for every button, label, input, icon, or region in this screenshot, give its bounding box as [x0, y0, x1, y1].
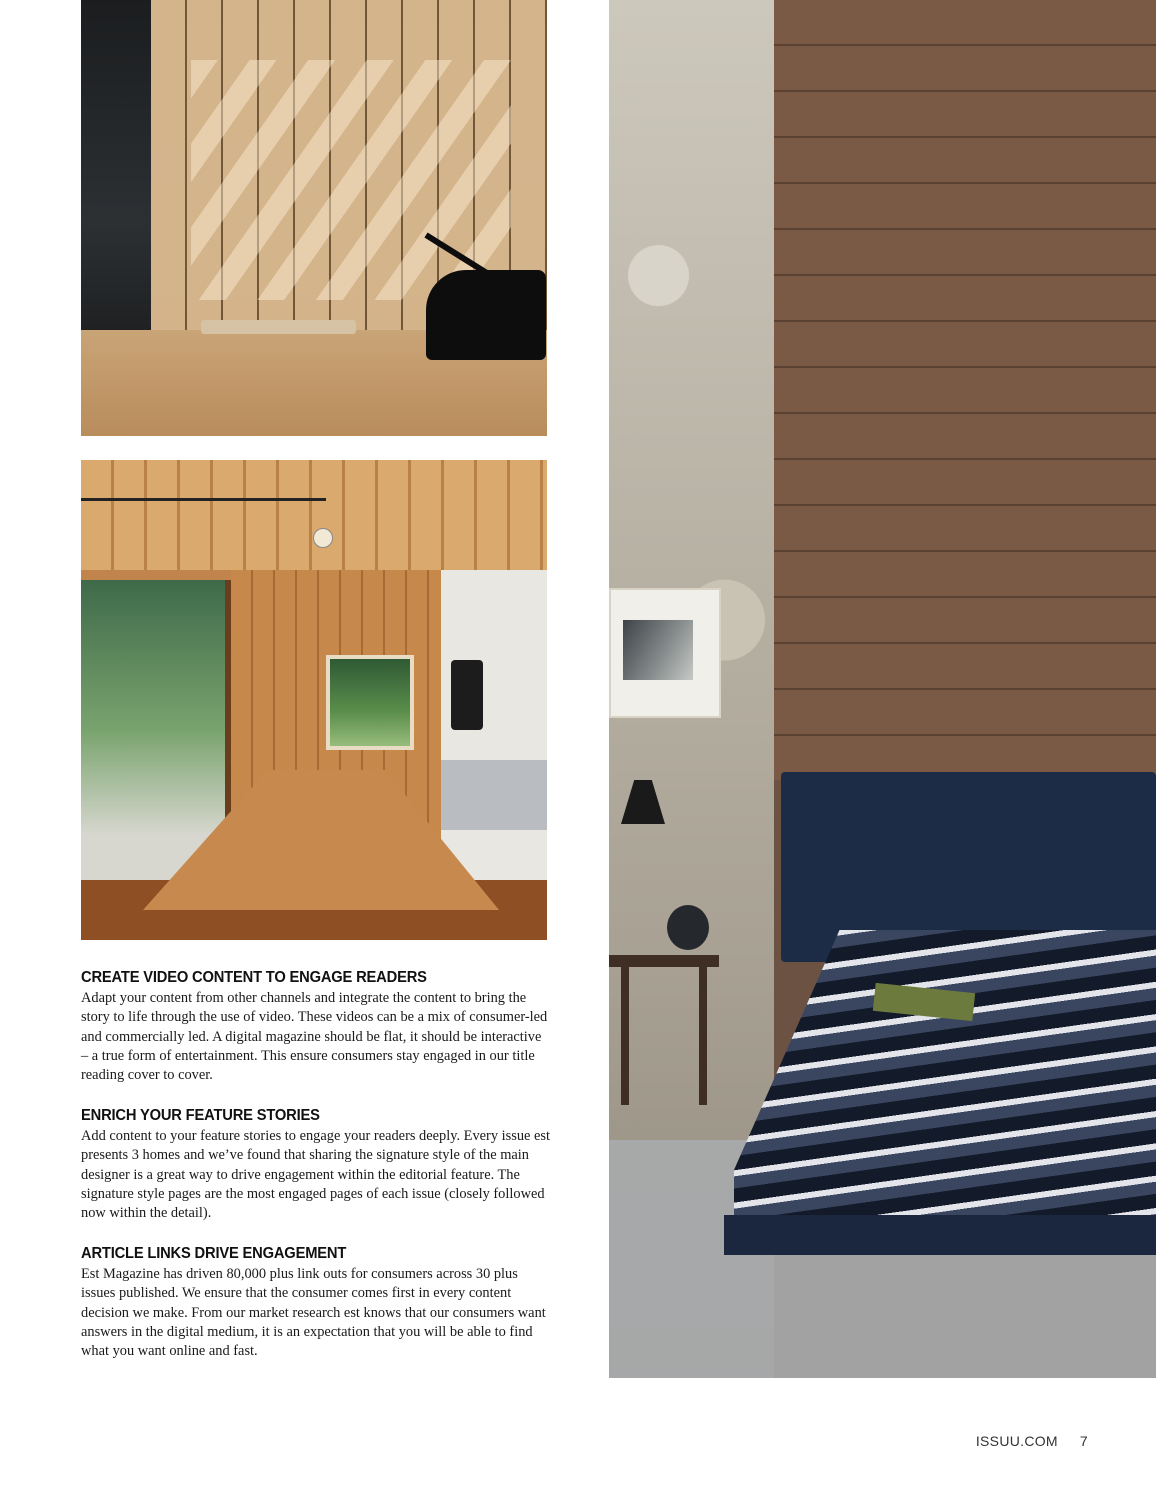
dining-room-photo: [81, 460, 547, 940]
section-heading: ENRICH YOUR FEATURE STORIES: [81, 1107, 320, 1124]
page-footer: [976, 1433, 1088, 1449]
section-heading: ARTICLE LINKS DRIVE ENGAGEMENT: [81, 1245, 347, 1262]
section-body: Adapt your content from other channels and integrate the content to bring the story to life through the use of video. These videos can be a mix of consumer-led and commercially led. A digital magazine should be flat, it should be interactive – a true form of entertainment. This ensure consumers stay engaged in our title reading cover to cover.: [81, 990, 548, 1084]
footer-site: ISSUU.COM: [975, 1433, 1058, 1449]
page-number: 7: [1079, 1433, 1088, 1449]
section-body: Add content to your feature stories to engage your readers deeply. Every issue est presents 3 homes and we’ve found that sharing the signature style of the main designer is a great way to drive engagement within the editorial feature. The signature style pages are the most engaged pages of each issue (closely followed now within the detail).: [81, 1128, 551, 1222]
section-heading: CREATE VIDEO CONTENT TO ENGAGE READERS: [81, 969, 427, 986]
bedroom-photo: [609, 0, 1156, 1378]
section-video-content: [81, 968, 551, 1085]
piano-room-photo: [81, 0, 547, 436]
section-feature-stories: [81, 1106, 551, 1223]
section-body: Est Magazine has driven 80,000 plus link outs for consumers across 30 plus issues published. We ensure that the consumer comes first in every content decision we make. From our market research est knows that our consumers want answers in the digital medium, it is an expectation that you will be able to find what you want online and fast.: [81, 1266, 546, 1360]
section-article-links: [81, 1244, 551, 1361]
